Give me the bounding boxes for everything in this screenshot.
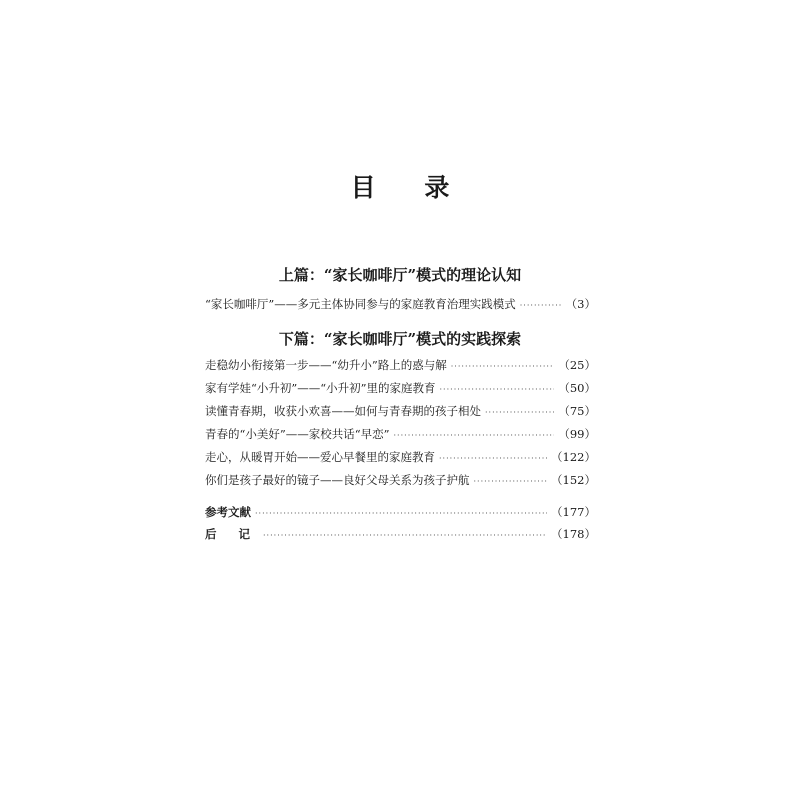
toc-entry-page: （99） <box>558 427 596 441</box>
dot-leader <box>263 531 547 540</box>
part2-heading: 下篇：“家长咖啡厅”模式的实践探索 <box>278 330 522 348</box>
toc-entry-page: （50） <box>558 381 596 395</box>
toc-entry-page: （122） <box>551 450 596 464</box>
toc-entry-title: 后 记 <box>205 527 260 541</box>
dot-leader <box>439 454 547 463</box>
toc-entry-page: （177） <box>551 505 596 519</box>
toc-entry-title: 你们是孩子最好的镜子——良好父母关系为孩子护航 <box>205 473 470 487</box>
toc-entry <box>205 449 596 467</box>
toc-entry-title: 青春的“小美好”——家校共话“早恋” <box>205 427 390 441</box>
dot-leader <box>255 509 547 518</box>
toc-entry-page: （3） <box>565 297 596 311</box>
toc-entry-title: 走稳幼小衔接第一步——“幼升小”路上的惑与解 <box>205 358 447 372</box>
dot-leader <box>394 431 555 440</box>
page-title: 目 录 <box>350 173 470 202</box>
dot-leader <box>440 385 555 394</box>
toc-entry-page: （75） <box>558 404 596 418</box>
toc-entry <box>205 357 596 375</box>
toc-entry-title: 家有学娃“小升初”——“小升初”里的家庭教育 <box>205 381 436 395</box>
dot-leader <box>520 301 562 310</box>
toc-entry-title: 走心，从暖胃开始——爱心早餐里的家庭教育 <box>205 450 435 464</box>
toc-entry-title: 读懂青春期，收获小欢喜——如何与青春期的孩子相处 <box>205 404 481 418</box>
toc-entry-page: （25） <box>558 358 596 372</box>
toc-entry <box>205 472 596 490</box>
toc-entry <box>205 296 596 314</box>
toc-entry <box>205 426 596 444</box>
dot-leader <box>451 362 555 371</box>
dot-leader <box>485 408 554 417</box>
toc-entry-references <box>205 504 596 522</box>
part1-heading: 上篇：“家长咖啡厅”模式的理论认知 <box>278 266 522 284</box>
toc-entry-page: （152） <box>551 473 596 487</box>
toc-entry-afterword <box>205 526 596 544</box>
toc-entry-title: “家长咖啡厅”——多元主体协同参与的家庭教育治理实践模式 <box>205 297 516 311</box>
toc-entry <box>205 403 596 421</box>
toc-entry-title: 参考文献 <box>205 505 251 519</box>
toc-entry-page: （178） <box>551 527 596 541</box>
dot-leader <box>474 477 548 486</box>
toc-entry <box>205 380 596 398</box>
